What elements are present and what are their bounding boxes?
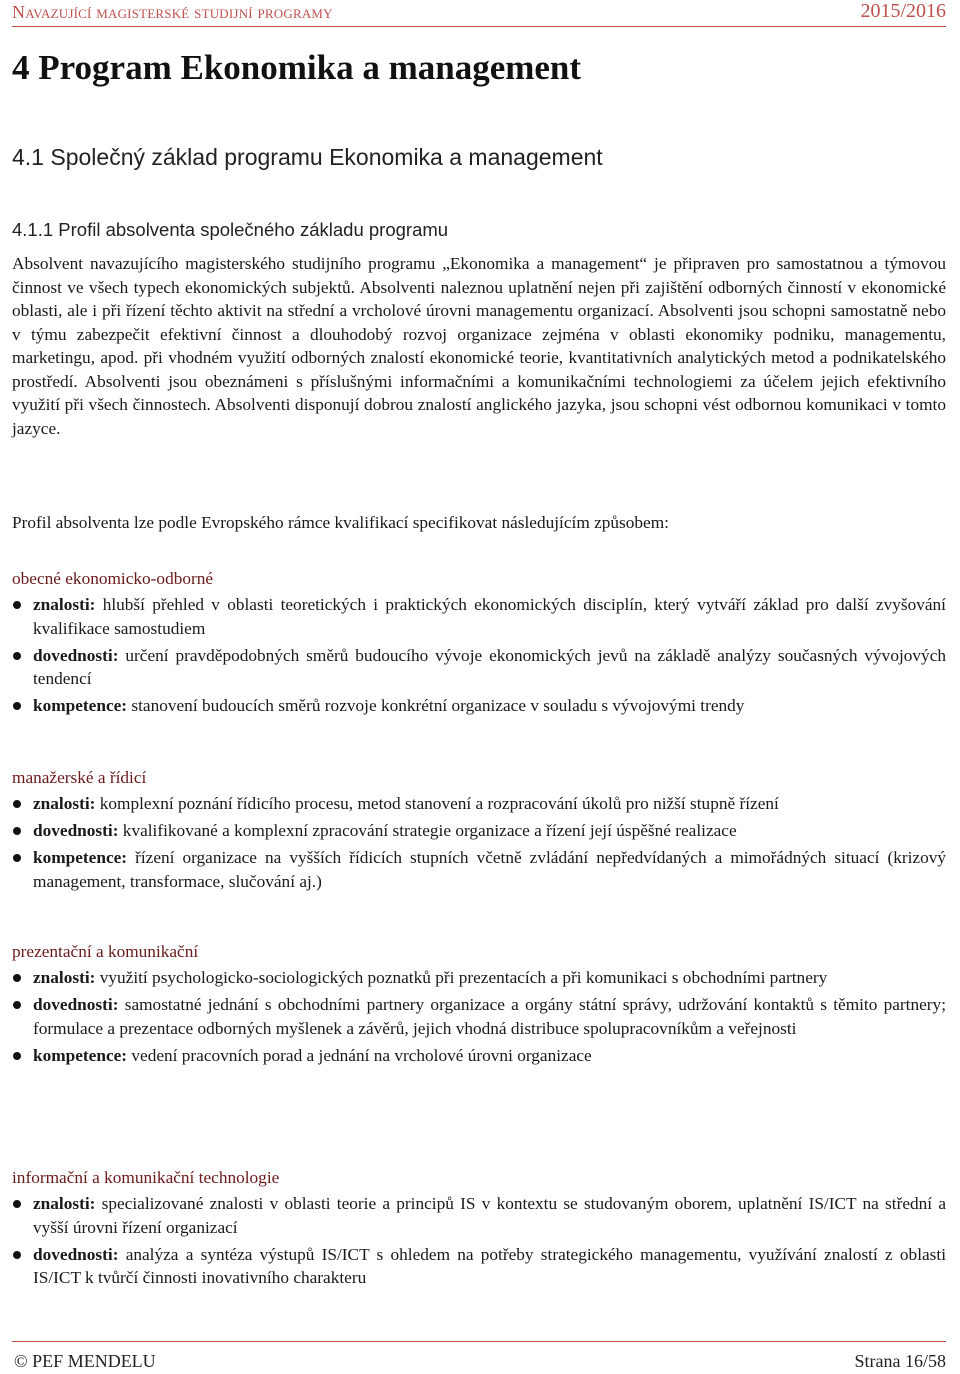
item-text: analýza a syntéza výstupů IS/ICT s ohledem na potřeby strategického managementu, využívání znalostí z oblasti IS/ICT k tvůrčí činnosti inovativního charakteru [33,1244,946,1287]
bullet-icon [13,800,21,808]
list-item [12,1192,946,1239]
page-header [12,0,946,26]
list-item [12,819,946,843]
bullet-icon [13,1200,21,1208]
item-text: kvalifikované a komplexní zpracování strategie organizace a řízení její úspěšné realizace [122,821,737,840]
footer-copyright: © PEF MENDELU [14,1351,156,1371]
item-text: řízení organizace na vyšších řídicích stupních včetně zvládání nepředvídaných a mimořádných situací (krizový management, transformace, slučování aj.) [33,848,946,891]
bullet-icon [13,1052,21,1060]
list-item [12,694,946,718]
item-label: znalosti: [33,1194,96,1213]
item-label: kompetence: [33,848,128,867]
header-divider [12,26,946,27]
list-item [12,1243,946,1290]
list-item [12,593,946,640]
intro-sentence: Profil absolventa lze podle Evropského rámce kvalifikací specifikovat následujícím způsobem: [12,513,669,532]
item-label: znalosti: [33,595,96,614]
item-text: určení pravděpodobných směrů budoucího vývoje ekonomických jevů na základě analýzy současných vývojových tendencí [33,645,947,688]
header-program-type: Navazující magisterské studijní programy [12,2,333,22]
bullet-icon [13,854,21,862]
bullet-list [12,792,946,893]
profile-paragraph: Absolvent navazujícího magisterského studijního programu „Ekonomika a management“ je připraven pro samostatnou a týmovou činnost ve všech typech ekonomických subjektů. Absolventi naleznou uplatnění nejen při zajištění odborných činností v ekonomické oblasti, ale i při řízení těchto aktivit na střední a vrcholové úrovni managementu organizací. Absolventi jsou schopni samostatně nebo v týmu zabezpečit efektivní činnost a dlouhodobý rozvoj organizace zejména v oblasti ekonomiky podniku, managementu, marketingu, apod. při vhodném využití odborných znalostí ekonomické teorie, kvantitativních analytických metod a podnikatelského prostředí. Absolventi jsou obeznámeni s příslušnými informačními a komunikačními technologiemi za účelem jejich efektivního využití při všech činnostech. Absolventi disponují dobrou znalostí anglického jazyka, jsou schopni vést odbornou komunikaci v tomto jazyce. [12,254,946,438]
item-label: dovednosti: [33,821,119,840]
competence-section-title: obecné ekonomicko-odborné [12,569,214,588]
bullet-list [12,966,946,1067]
competence-section-title: informační a komunikační technologie [12,1168,280,1187]
item-text: komplexní poznání řídicího procesu, metod stanovení a rozpracování úkolů pro nižší stupně řízení [99,794,779,813]
bullet-icon [13,1001,21,1009]
item-label: znalosti: [33,794,96,813]
item-label: kompetence: [33,696,128,715]
item-label: dovednosti: [33,645,119,665]
section-title: 4.1 Společný základ programu Ekonomika a management [12,144,603,170]
item-text: samostatné jednání s obchodními partnery organizace a orgány státní správy, udržování kontaktů s těmito partnery; formulace a prezentace odborných myšlenek a závěrů, jejich vhodná distribuce spolupracovníkům a veřejnosti [33,995,946,1038]
bullet-icon [13,652,21,660]
list-item [12,993,946,1040]
list-item [12,846,946,893]
competence-section-communication [12,940,946,1071]
bullet-icon [13,601,21,609]
chapter-title: 4 Program Ekonomika a management [12,48,582,87]
item-text: hlubší přehled v oblasti teoretických i praktických ekonomických disciplín, který vytváří základ pro další zvyšování kvalifikace samostudiem [33,595,946,638]
list-item [12,644,946,691]
list-item [12,966,946,990]
list-item [12,1044,946,1068]
item-text: vedení pracovních porad a jednání na vrcholové úrovni organizace [131,1045,592,1065]
subsection-title: 4.1.1 Profil absolventa společného základu programu [12,219,449,240]
item-label: dovednosti: [33,1244,119,1264]
item-label: znalosti: [33,968,96,987]
competence-section-title: prezentační a komunikační [12,942,199,961]
item-text: stanovení budoucích směrů rozvoje konkrétní organizace v souladu s vývojovými trendy [131,696,745,715]
competence-section-ict [12,1166,946,1293]
item-text: specializované znalosti v oblasti teorie a principů IS v kontextu se studovaným oborem, uplatnění IS/ICT na střední a vyšší úrovni řízení organizací [33,1194,946,1237]
bullet-icon [13,1251,21,1259]
footer-page-number: Strana 16/58 [854,1351,946,1371]
bullet-icon [13,827,21,835]
list-item [12,792,946,816]
competence-section-general [12,567,946,721]
item-text: využití psychologicko-sociologických poznatků při prezentacích a při komunikaci s obchodními partnery [99,968,828,987]
competence-section-management [12,766,946,897]
header-academic-year: 2015/2016 [860,0,946,22]
footer-divider [12,1341,946,1342]
competence-section-title: manažerské a řídicí [12,768,147,787]
bullet-list [12,1192,946,1290]
bullet-icon [13,974,21,982]
item-label: kompetence: [33,1045,128,1065]
bullet-list [12,593,946,718]
item-label: dovednosti: [33,995,119,1014]
bullet-icon [13,702,21,710]
